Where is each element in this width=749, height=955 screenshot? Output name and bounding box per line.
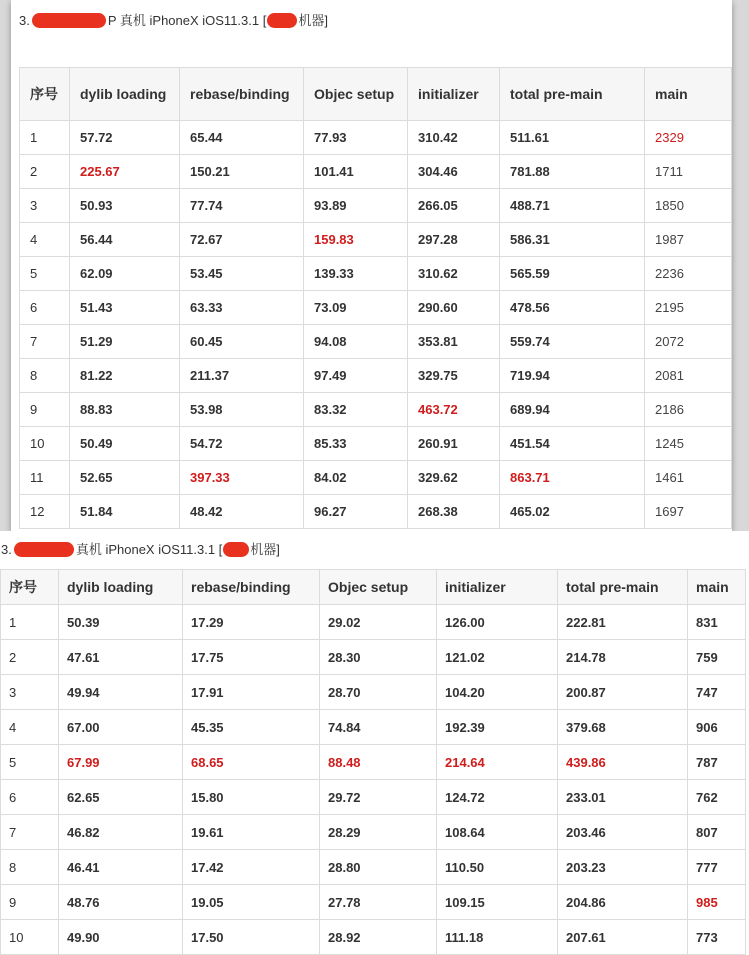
table-cell: 759 (688, 640, 746, 675)
redaction-mark (32, 13, 106, 28)
table-header-row (20, 68, 732, 121)
table-cell: 290.60 (408, 291, 500, 325)
table-cell: 17.50 (183, 920, 320, 955)
table-cell: 74.84 (320, 710, 437, 745)
column-header: 序号 (20, 68, 70, 121)
bottom-caption (1, 539, 280, 558)
table-cell: 49.94 (59, 675, 183, 710)
table-cell: 353.81 (408, 325, 500, 359)
table-cell: 8 (20, 359, 70, 393)
table-cell: 310.62 (408, 257, 500, 291)
table-row (20, 291, 732, 325)
table-cell: 104.20 (437, 675, 558, 710)
table-cell: 51.43 (70, 291, 180, 325)
table-cell: 200.87 (558, 675, 688, 710)
table-cell: 19.61 (183, 815, 320, 850)
table-cell: 50.93 (70, 189, 180, 223)
column-header: total pre-main (500, 68, 645, 121)
column-header: dylib loading (70, 68, 180, 121)
table-row (1, 745, 746, 780)
column-header: rebase/binding (180, 68, 304, 121)
table-cell: 62.65 (59, 780, 183, 815)
table-row (1, 850, 746, 885)
table-cell: 807 (688, 815, 746, 850)
table-cell: 204.86 (558, 885, 688, 920)
table-cell: 2 (1, 640, 59, 675)
table-row (20, 325, 732, 359)
table-cell: 831 (688, 605, 746, 640)
table-cell: 2072 (645, 325, 732, 359)
table-cell: 1987 (645, 223, 732, 257)
table-cell: 6 (1, 780, 59, 815)
table-row (20, 155, 732, 189)
table-row (1, 710, 746, 745)
table-header-row (1, 570, 746, 605)
table-row (20, 461, 732, 495)
top-caption-middle: P 真机 iPhoneX iOS11.3.1 [ (107, 13, 267, 28)
table-cell: 108.64 (437, 815, 558, 850)
table-cell: 12 (20, 495, 70, 529)
table-row (20, 495, 732, 529)
table-cell: 159.83 (304, 223, 408, 257)
table-cell: 27.78 (320, 885, 437, 920)
table-row (1, 605, 746, 640)
table-cell: 6 (20, 291, 70, 325)
table-cell: 11 (20, 461, 70, 495)
table-cell: 222.81 (558, 605, 688, 640)
column-header: 序号 (1, 570, 59, 605)
table-row (20, 427, 732, 461)
table-cell: 29.02 (320, 605, 437, 640)
table-cell: 46.41 (59, 850, 183, 885)
table-cell: 67.99 (59, 745, 183, 780)
table-cell: 65.44 (180, 121, 304, 155)
table-cell: 121.02 (437, 640, 558, 675)
top-caption (19, 10, 328, 29)
table-cell: 10 (20, 427, 70, 461)
table-cell: 49.90 (59, 920, 183, 955)
table-cell: 463.72 (408, 393, 500, 427)
table-cell: 62.09 (70, 257, 180, 291)
table-cell: 777 (688, 850, 746, 885)
table-cell: 2236 (645, 257, 732, 291)
redaction-mark (223, 542, 249, 557)
table-cell: 85.33 (304, 427, 408, 461)
table-cell: 17.29 (183, 605, 320, 640)
column-header: Objec setup (320, 570, 437, 605)
table-cell: 439.86 (558, 745, 688, 780)
table-cell: 5 (20, 257, 70, 291)
table-cell: 63.33 (180, 291, 304, 325)
table-row (20, 257, 732, 291)
table-cell: 297.28 (408, 223, 500, 257)
table-cell: 203.46 (558, 815, 688, 850)
table-cell: 45.35 (183, 710, 320, 745)
table-cell: 268.38 (408, 495, 500, 529)
table-cell: 73.09 (304, 291, 408, 325)
table-cell: 781.88 (500, 155, 645, 189)
table-cell: 2186 (645, 393, 732, 427)
table-cell: 260.91 (408, 427, 500, 461)
table-cell: 329.62 (408, 461, 500, 495)
table-cell: 81.22 (70, 359, 180, 393)
table-cell: 84.02 (304, 461, 408, 495)
table-cell: 88.83 (70, 393, 180, 427)
column-header: main (688, 570, 746, 605)
bottom-timing-table (0, 569, 746, 955)
table-cell: 77.93 (304, 121, 408, 155)
column-header: main (645, 68, 732, 121)
table-cell: 9 (1, 885, 59, 920)
table-cell: 51.84 (70, 495, 180, 529)
table-cell: 747 (688, 675, 746, 710)
table-cell: 4 (20, 223, 70, 257)
table-cell: 304.46 (408, 155, 500, 189)
table-cell: 863.71 (500, 461, 645, 495)
table-cell: 689.94 (500, 393, 645, 427)
top-timing-table (19, 67, 732, 529)
table-cell: 1 (1, 605, 59, 640)
table-cell: 1461 (645, 461, 732, 495)
table-cell: 310.42 (408, 121, 500, 155)
table-cell: 17.42 (183, 850, 320, 885)
table-cell: 3 (1, 675, 59, 710)
column-header: initializer (408, 68, 500, 121)
table-cell: 110.50 (437, 850, 558, 885)
table-cell: 50.49 (70, 427, 180, 461)
table-cell: 1697 (645, 495, 732, 529)
table-cell: 97.49 (304, 359, 408, 393)
table-cell: 72.67 (180, 223, 304, 257)
table-row (1, 675, 746, 710)
table-cell: 101.41 (304, 155, 408, 189)
table-cell: 225.67 (70, 155, 180, 189)
table-cell: 488.71 (500, 189, 645, 223)
table-cell: 451.54 (500, 427, 645, 461)
table-cell: 985 (688, 885, 746, 920)
table-cell: 214.78 (558, 640, 688, 675)
table-cell: 397.33 (180, 461, 304, 495)
table-cell: 586.31 (500, 223, 645, 257)
table-cell: 8 (1, 850, 59, 885)
table-cell: 15.80 (183, 780, 320, 815)
table-cell: 7 (1, 815, 59, 850)
table-row (1, 780, 746, 815)
table-cell: 266.05 (408, 189, 500, 223)
table-cell: 54.72 (180, 427, 304, 461)
table-cell: 68.65 (183, 745, 320, 780)
column-header: total pre-main (558, 570, 688, 605)
table-cell: 719.94 (500, 359, 645, 393)
table-row (20, 223, 732, 257)
column-header: rebase/binding (183, 570, 320, 605)
table-cell: 1 (20, 121, 70, 155)
table-cell: 2329 (645, 121, 732, 155)
table-row (1, 885, 746, 920)
table-cell: 57.72 (70, 121, 180, 155)
table-cell: 96.27 (304, 495, 408, 529)
table-cell: 48.42 (180, 495, 304, 529)
table-row (1, 640, 746, 675)
redaction-mark (14, 542, 74, 557)
top-caption-prefix: 3. (19, 13, 30, 28)
table-cell: 10 (1, 920, 59, 955)
table-cell: 50.39 (59, 605, 183, 640)
table-cell: 17.75 (183, 640, 320, 675)
table-cell: 9 (20, 393, 70, 427)
table-cell: 93.89 (304, 189, 408, 223)
table-cell: 28.29 (320, 815, 437, 850)
table-cell: 906 (688, 710, 746, 745)
table-cell: 379.68 (558, 710, 688, 745)
table-cell: 762 (688, 780, 746, 815)
table-cell: 1711 (645, 155, 732, 189)
table-cell: 52.65 (70, 461, 180, 495)
table-cell: 47.61 (59, 640, 183, 675)
table-cell: 29.72 (320, 780, 437, 815)
table-cell: 2081 (645, 359, 732, 393)
table-row (1, 920, 746, 955)
table-cell: 787 (688, 745, 746, 780)
table-row (20, 189, 732, 223)
table-cell: 1850 (645, 189, 732, 223)
table-cell: 211.37 (180, 359, 304, 393)
table-cell: 2 (20, 155, 70, 189)
table-cell: 53.45 (180, 257, 304, 291)
table-row (20, 121, 732, 155)
table-cell: 207.61 (558, 920, 688, 955)
table-row (1, 815, 746, 850)
table-row (20, 393, 732, 427)
table-cell: 83.32 (304, 393, 408, 427)
table-cell: 565.59 (500, 257, 645, 291)
table-cell: 4 (1, 710, 59, 745)
table-cell: 17.91 (183, 675, 320, 710)
table-cell: 51.29 (70, 325, 180, 359)
table-cell: 126.00 (437, 605, 558, 640)
table-cell: 46.82 (59, 815, 183, 850)
table-cell: 94.08 (304, 325, 408, 359)
table-cell: 465.02 (500, 495, 645, 529)
table-cell: 28.80 (320, 850, 437, 885)
table-cell: 28.92 (320, 920, 437, 955)
bottom-caption-prefix: 3. (1, 542, 12, 557)
table-row (20, 359, 732, 393)
table-cell: 48.76 (59, 885, 183, 920)
table-cell: 28.70 (320, 675, 437, 710)
table-cell: 478.56 (500, 291, 645, 325)
table-cell: 3 (20, 189, 70, 223)
table-cell: 77.74 (180, 189, 304, 223)
column-header: dylib loading (59, 570, 183, 605)
table-cell: 7 (20, 325, 70, 359)
table-cell: 60.45 (180, 325, 304, 359)
bottom-caption-suffix: 机器] (250, 542, 280, 557)
table-cell: 233.01 (558, 780, 688, 815)
table-cell: 773 (688, 920, 746, 955)
top-card (11, 0, 732, 531)
table-cell: 150.21 (180, 155, 304, 189)
table-cell: 111.18 (437, 920, 558, 955)
redaction-mark (267, 13, 297, 28)
table-cell: 88.48 (320, 745, 437, 780)
table-cell: 214.64 (437, 745, 558, 780)
table-cell: 192.39 (437, 710, 558, 745)
column-header: initializer (437, 570, 558, 605)
table-cell: 67.00 (59, 710, 183, 745)
table-cell: 203.23 (558, 850, 688, 885)
table-cell: 56.44 (70, 223, 180, 257)
top-caption-suffix: 机器] (298, 13, 328, 28)
table-cell: 1245 (645, 427, 732, 461)
table-cell: 511.61 (500, 121, 645, 155)
table-cell: 2195 (645, 291, 732, 325)
bottom-caption-middle: 真机 iPhoneX iOS11.3.1 [ (75, 542, 223, 557)
table-cell: 28.30 (320, 640, 437, 675)
table-cell: 124.72 (437, 780, 558, 815)
table-cell: 559.74 (500, 325, 645, 359)
table-cell: 109.15 (437, 885, 558, 920)
table-cell: 329.75 (408, 359, 500, 393)
table-cell: 139.33 (304, 257, 408, 291)
column-header: Objec setup (304, 68, 408, 121)
table-cell: 53.98 (180, 393, 304, 427)
table-cell: 19.05 (183, 885, 320, 920)
table-cell: 5 (1, 745, 59, 780)
